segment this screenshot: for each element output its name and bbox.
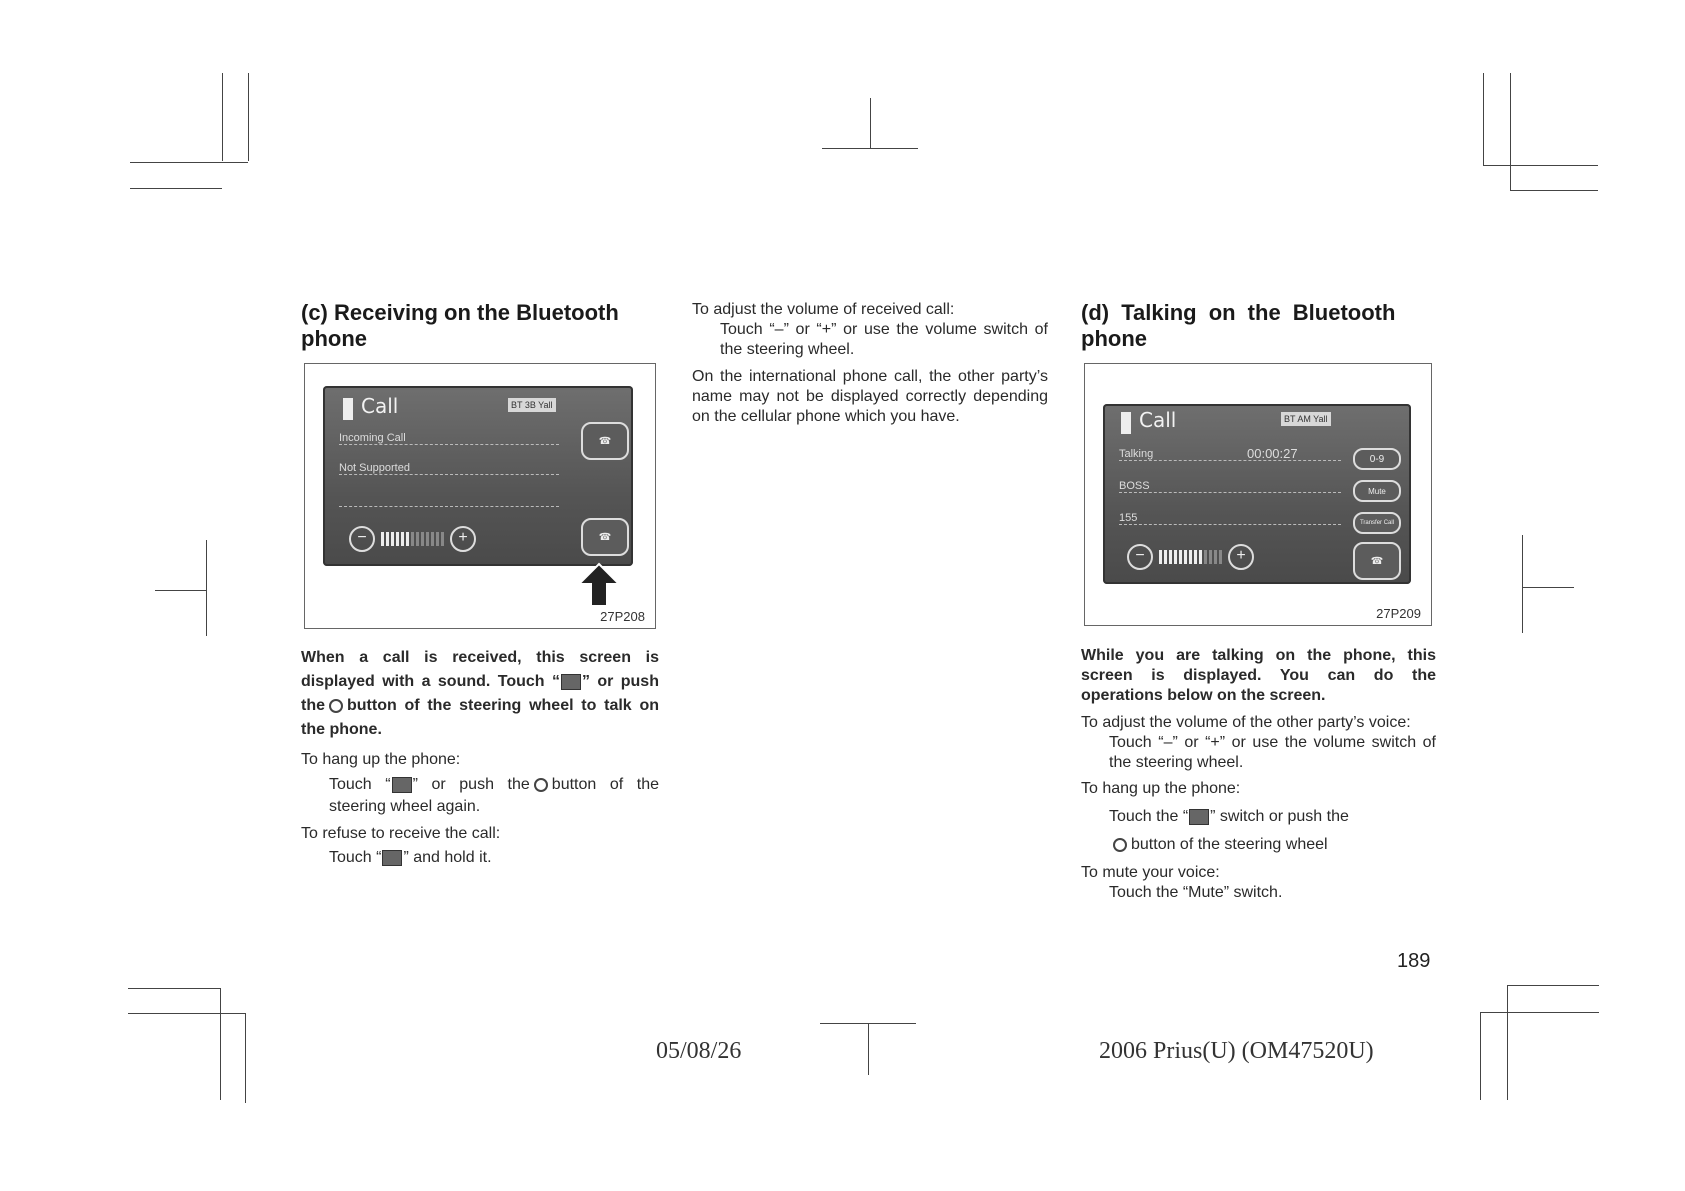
- hang-up-button[interactable]: ☎: [581, 518, 629, 556]
- heading-line: phone: [1081, 326, 1147, 351]
- volume-instructions: [692, 300, 1048, 427]
- hang-up-instructions: [301, 750, 659, 868]
- text: When a call is received, this screen is displayed with a sound. Touch “: [301, 649, 659, 690]
- mute-button[interactable]: Mute: [1353, 480, 1401, 502]
- call-screen: [323, 386, 633, 566]
- crop-mark: [1522, 587, 1574, 588]
- instruction-label: To mute your voice:: [1081, 864, 1220, 881]
- instruction-text: Touch “–” or “+” or use the volume switch of the steering wheel.: [720, 321, 1048, 358]
- heading-line: phone: [301, 326, 367, 351]
- instruction-text: Touch the “Mute” switch.: [1109, 884, 1283, 901]
- figure-code: 27P208: [600, 609, 645, 624]
- crop-mark: [155, 590, 206, 591]
- figure-talking-screen: [1084, 363, 1432, 626]
- section-heading-c: [301, 300, 661, 352]
- text: ” and hold it.: [403, 849, 492, 866]
- page-number: 189: [1397, 950, 1431, 972]
- figure-receiving-screen: [304, 363, 656, 629]
- volume-down-button[interactable]: −: [349, 526, 375, 552]
- caller-number-row: 155: [1119, 512, 1341, 525]
- crop-mark: [1522, 535, 1523, 633]
- transfer-call-button[interactable]: Transfer Call: [1353, 512, 1401, 534]
- crop-mark: [128, 1013, 245, 1014]
- volume-level-bar: [381, 532, 444, 546]
- talking-instructions: [1081, 713, 1436, 903]
- crop-mark: [220, 988, 221, 1100]
- crop-mark: [1510, 190, 1598, 191]
- talking-label: Talking: [1119, 448, 1154, 460]
- crop-mark: [1483, 165, 1598, 166]
- crop-mark: [248, 73, 249, 161]
- caller-name-row: BOSS: [1119, 480, 1341, 493]
- instruction-text: [1081, 803, 1436, 859]
- talking-intro: While you are talking on the phone, this screen is displayed. You can do the operations below on the screen.: [1081, 647, 1436, 704]
- answer-call-button[interactable]: ☎: [581, 422, 629, 460]
- footer-date: 05/08/26: [656, 1038, 742, 1064]
- heading-line: (c) Receiving on the Bluetooth: [301, 300, 619, 325]
- receive-intro: [301, 646, 659, 742]
- instruction-label: To adjust the volume of the other party’s voice:: [1081, 714, 1411, 731]
- steering-talk-icon: [329, 699, 343, 713]
- status-indicator: BT AM Yall: [1281, 412, 1331, 426]
- crop-mark: [1510, 73, 1511, 191]
- crop-mark: [1480, 1012, 1599, 1013]
- call-timer: 00:00:27: [1247, 446, 1298, 461]
- crop-mark: [1507, 985, 1508, 1100]
- volume-control: [1127, 544, 1254, 570]
- steering-talk-icon: [534, 778, 548, 792]
- text: button of the steering wheel: [1131, 836, 1328, 853]
- screen-title: Call: [1139, 408, 1177, 432]
- text: ”: [581, 673, 590, 690]
- volume-control: [349, 526, 476, 552]
- call-status-row: Incoming Call: [339, 432, 559, 445]
- crop-mark: [870, 98, 871, 148]
- international-note: On the international phone call, the other party’s name may not be displayed correctly depending on the cellular phone which you have.: [692, 368, 1048, 425]
- text: or push the: [301, 673, 659, 714]
- volume-up-button[interactable]: +: [1228, 544, 1254, 570]
- caller-row: Not Supported: [339, 462, 559, 475]
- status-indicator: BT 3B Yall: [508, 398, 556, 412]
- phone-indicator-icon: [343, 398, 353, 420]
- phone-switch-icon: [382, 850, 402, 866]
- crop-mark: [128, 988, 220, 989]
- text: Touch “: [329, 776, 391, 793]
- text: ” or push the: [412, 776, 530, 793]
- phone-switch-icon: [561, 674, 581, 690]
- pointer-arrow-icon: [577, 562, 621, 608]
- crop-mark: [822, 148, 918, 149]
- instruction-text: [301, 848, 659, 868]
- talking-row: [1119, 448, 1341, 461]
- crop-mark: [1507, 985, 1599, 986]
- volume-down-button[interactable]: −: [1127, 544, 1153, 570]
- phone-switch-icon: [392, 777, 412, 793]
- instruction-text: [301, 774, 659, 818]
- hang-up-button[interactable]: ☎: [1353, 542, 1401, 580]
- phone-indicator-icon: [1121, 412, 1131, 434]
- crop-mark: [206, 540, 207, 636]
- volume-up-button[interactable]: +: [450, 526, 476, 552]
- steering-talk-icon: [1113, 838, 1127, 852]
- empty-row: [339, 494, 559, 507]
- text: Touch the “: [1109, 808, 1189, 825]
- instruction-label: To hang up the phone:: [301, 751, 461, 768]
- crop-mark: [130, 162, 248, 163]
- instruction-label: To hang up the phone:: [1081, 780, 1241, 797]
- screen-title: Call: [361, 394, 399, 418]
- keypad-button[interactable]: 0-9: [1353, 448, 1401, 470]
- text: Touch “: [329, 849, 382, 866]
- crop-mark: [1480, 1012, 1481, 1100]
- call-screen: [1103, 404, 1411, 584]
- instruction-text: Touch “–” or “+” or use the volume switch of the steering wheel.: [1109, 734, 1436, 771]
- instruction-label: To refuse to receive the call:: [301, 825, 501, 842]
- phone-switch-icon: [1189, 809, 1209, 825]
- text: ” switch or push the: [1210, 808, 1349, 825]
- crop-mark: [245, 1013, 246, 1103]
- crop-mark: [222, 73, 223, 161]
- figure-code: 27P209: [1376, 606, 1421, 621]
- footer-model: 2006 Prius(U) (OM47520U): [1099, 1038, 1374, 1064]
- crop-mark: [868, 1023, 869, 1075]
- text: button of the steering wheel again.: [329, 776, 660, 815]
- crop-mark: [130, 188, 222, 189]
- text: button of the steering wheel to talk on the phone.: [301, 697, 659, 738]
- instruction-label: To adjust the volume of received call:: [692, 301, 955, 318]
- section-heading-d: [1081, 300, 1441, 352]
- heading-line: (d) Talking on the Bluetooth: [1081, 300, 1396, 325]
- volume-level-bar: [1159, 550, 1222, 564]
- crop-mark: [1483, 73, 1484, 165]
